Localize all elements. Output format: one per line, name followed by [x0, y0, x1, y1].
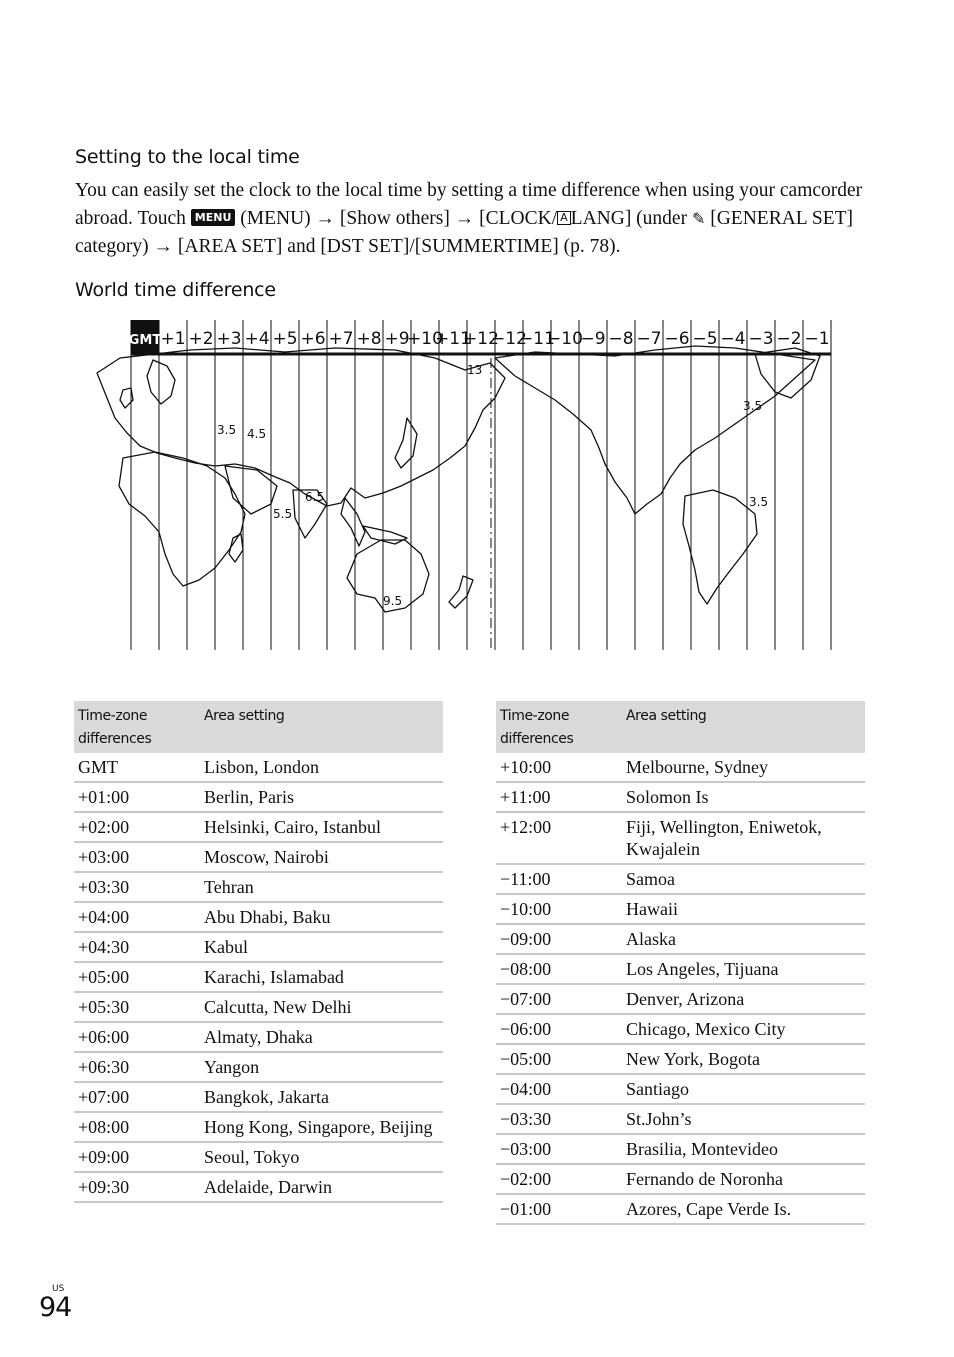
time-zone-cell: +08:00: [74, 1112, 200, 1142]
area-setting-cell: Fernando de Noronha: [622, 1164, 865, 1194]
area-setting-cell: Karachi, Islamabad: [200, 962, 443, 992]
offset-label: 3.5: [217, 423, 237, 437]
time-zone-cell: +03:30: [74, 872, 200, 902]
table-row: [496, 1164, 865, 1194]
table-row: [74, 992, 443, 1022]
time-zone-cell: −04:00: [496, 1074, 622, 1104]
zone-label: +8: [356, 329, 382, 349]
zone-label: +12: [463, 329, 499, 349]
table-row: [74, 902, 443, 932]
zone-label: +9: [384, 329, 410, 349]
table-row: [74, 753, 443, 782]
zone-label: −12: [491, 329, 527, 349]
menu-icon: MENU: [191, 209, 236, 226]
time-zone-cell: +11:00: [496, 782, 622, 812]
area-setting-cell: Berlin, Paris: [200, 782, 443, 812]
area-setting-cell: Bangkok, Jakarta: [200, 1082, 443, 1112]
zone-label: −2: [776, 329, 802, 349]
page-number: 94: [39, 1292, 72, 1323]
time-zone-cell: +04:00: [74, 902, 200, 932]
language-icon: A: [557, 211, 571, 225]
time-zone-cell: GMT: [74, 753, 200, 782]
table-row: [496, 782, 865, 812]
area-setting-cell: Hong Kong, Singapore, Beijing: [200, 1112, 443, 1142]
intro-text-4: [CLOCK/: [479, 208, 558, 229]
table-row: [74, 782, 443, 812]
time-zone-cell: +04:30: [74, 932, 200, 962]
area-setting-cell: St.John’s: [622, 1104, 865, 1134]
time-zone-cell: +09:00: [74, 1142, 200, 1172]
offset-label: 13: [467, 363, 483, 377]
table-row: [74, 1082, 443, 1112]
area-setting-cell: Moscow, Nairobi: [200, 842, 443, 872]
area-setting-cell: Chicago, Mexico City: [622, 1014, 865, 1044]
area-setting-cell: Samoa: [622, 864, 865, 894]
section-heading-local-time: Setting to the local time: [75, 146, 300, 168]
table-row: [496, 984, 865, 1014]
zone-label: −9: [580, 329, 606, 349]
table-row: [496, 753, 865, 782]
offset-label: 5.5: [273, 507, 293, 521]
table-row: [74, 872, 443, 902]
north-america-outline: [495, 346, 815, 514]
time-zone-cell: +09:30: [74, 1172, 200, 1202]
zone-label: +11: [435, 329, 471, 349]
zone-label: −1: [804, 329, 830, 349]
zone-label: −11: [519, 329, 555, 349]
intro-text-3: [Show others]: [339, 208, 450, 229]
header-area-setting: Area setting: [200, 701, 443, 753]
header-time-zone: Time-zone differences: [74, 701, 200, 753]
madagascar-outline: [229, 534, 243, 562]
table-row: [496, 1014, 865, 1044]
zone-label: +10: [407, 329, 443, 349]
area-setting-cell: Calcutta, New Delhi: [200, 992, 443, 1022]
area-setting-cell: Abu Dhabi, Baku: [200, 902, 443, 932]
time-zone-cell: +01:00: [74, 782, 200, 812]
table-row: [74, 932, 443, 962]
table-row: [496, 954, 865, 984]
area-setting-cell: Kabul: [200, 932, 443, 962]
zone-label: GMT: [128, 333, 162, 348]
time-zone-cell: +10:00: [496, 753, 622, 782]
offset-label: 3.5: [749, 495, 769, 509]
arrow-icon: →: [454, 208, 475, 229]
table-row: [496, 1074, 865, 1104]
table-row: [74, 1112, 443, 1142]
time-zone-cell: +06:30: [74, 1052, 200, 1082]
time-zone-cell: −03:00: [496, 1134, 622, 1164]
header-time-zone: Time-zone differences: [496, 701, 622, 753]
zone-label: +1: [160, 329, 186, 349]
area-setting-cell: Alaska: [622, 924, 865, 954]
page-language-code: US: [52, 1284, 65, 1294]
world-time-zone-map: [95, 318, 840, 652]
time-zone-cell: −02:00: [496, 1164, 622, 1194]
intro-text-2: (MENU): [240, 208, 311, 229]
arrow-icon: →: [153, 236, 173, 257]
table-row: [496, 1044, 865, 1074]
zone-label: +3: [216, 329, 242, 349]
area-setting-cell: Santiago: [622, 1074, 865, 1104]
table-row: [74, 812, 443, 842]
time-zone-cell: −06:00: [496, 1014, 622, 1044]
area-setting-cell: Helsinki, Cairo, Istanbul: [200, 812, 443, 842]
intro-text-6: [GENERAL SET] category): [75, 208, 854, 257]
area-setting-cell: Adelaide, Darwin: [200, 1172, 443, 1202]
time-zone-cell: −09:00: [496, 924, 622, 954]
continent-outlines: [97, 346, 820, 612]
time-zone-cell: −11:00: [496, 864, 622, 894]
table-row: [74, 1172, 443, 1202]
area-setting-cell: Tehran: [200, 872, 443, 902]
time-zone-cell: −03:30: [496, 1104, 622, 1134]
time-zone-cell: +02:00: [74, 812, 200, 842]
scandinavia-outline: [147, 360, 175, 404]
arrow-icon: →: [315, 208, 336, 229]
area-setting-cell: Lisbon, London: [200, 753, 443, 782]
time-zone-cell: −10:00: [496, 894, 622, 924]
area-setting-cell: Yangon: [200, 1052, 443, 1082]
offset-label: 6.5: [305, 490, 325, 504]
intro-text-1: You can easily set the clock to the local time by setting a time difference when using your camcorder abroad. Touch: [75, 180, 863, 229]
time-zone-table-left: [74, 701, 443, 1203]
offset-label: 9.5: [383, 594, 403, 608]
offset-label: 4.5: [247, 427, 267, 441]
time-zone-table-right: [496, 701, 865, 1225]
table-row: [74, 962, 443, 992]
intro-paragraph: [75, 177, 865, 261]
zone-label: −6: [664, 329, 690, 349]
area-setting-cell: Brasilia, Montevideo: [622, 1134, 865, 1164]
table-row: [496, 864, 865, 894]
time-zone-cell: +07:00: [74, 1082, 200, 1112]
zone-label: −3: [748, 329, 774, 349]
table-row: [496, 894, 865, 924]
table-header-row: [496, 701, 865, 753]
area-setting-cell: Almaty, Dhaka: [200, 1022, 443, 1052]
zone-label: +2: [188, 329, 214, 349]
time-zone-cell: −05:00: [496, 1044, 622, 1074]
south-america-outline: [683, 490, 757, 604]
area-setting-cell: New York, Bogota: [622, 1044, 865, 1074]
header-area-setting: Area setting: [622, 701, 865, 753]
table-row: [74, 1022, 443, 1052]
time-zone-cell: +06:00: [74, 1022, 200, 1052]
table-row: [496, 924, 865, 954]
table-row: [74, 1052, 443, 1082]
zone-label: −7: [636, 329, 662, 349]
table-header-row: [74, 701, 443, 753]
time-zone-header-bar: [129, 320, 831, 354]
japan-outline: [395, 418, 417, 468]
area-setting-cell: Denver, Arizona: [622, 984, 865, 1014]
time-zone-cell: −07:00: [496, 984, 622, 1014]
table-row: [74, 1142, 443, 1172]
wrench-icon: ✎: [691, 209, 706, 228]
indonesia-outline: [363, 526, 407, 544]
new-zealand-outline: [449, 576, 473, 608]
table-row: [496, 1134, 865, 1164]
intro-text-5: LANG] (under: [570, 208, 688, 229]
area-setting-cell: Hawaii: [622, 894, 865, 924]
time-zone-cell: +12:00: [496, 812, 622, 864]
zone-label: +7: [328, 329, 354, 349]
area-setting-cell: Melbourne, Sydney: [622, 753, 865, 782]
area-setting-cell: Fiji, Wellington, Eniwetok, Kwajalein: [622, 812, 865, 864]
table-row: [74, 842, 443, 872]
time-zone-cell: +05:00: [74, 962, 200, 992]
zone-label: +5: [272, 329, 298, 349]
time-zone-cell: +03:00: [74, 842, 200, 872]
table-row: [496, 812, 865, 864]
area-setting-cell: Azores, Cape Verde Is.: [622, 1194, 865, 1224]
section-heading-world-time: World time difference: [75, 279, 276, 301]
europe-asia-outline: [97, 348, 505, 506]
zone-label: −10: [547, 329, 583, 349]
time-zone-cell: +05:30: [74, 992, 200, 1022]
offset-label: 3.5: [743, 399, 763, 413]
time-zone-cell: −01:00: [496, 1194, 622, 1224]
table-row: [496, 1194, 865, 1224]
intro-text-7: [AREA SET] and [DST SET]/[SUMMERTIME] (p. 78).: [177, 236, 621, 257]
southeast-asia-outline: [341, 498, 365, 546]
zone-label: −8: [608, 329, 634, 349]
area-setting-cell: Solomon Is: [622, 782, 865, 812]
time-zone-cell: −08:00: [496, 954, 622, 984]
area-setting-cell: Seoul, Tokyo: [200, 1142, 443, 1172]
zone-label: −4: [720, 329, 746, 349]
area-setting-cell: Los Angeles, Tijuana: [622, 954, 865, 984]
zone-label: −5: [692, 329, 718, 349]
table-row: [496, 1104, 865, 1134]
zone-label: +6: [300, 329, 326, 349]
zone-label: +4: [244, 329, 270, 349]
